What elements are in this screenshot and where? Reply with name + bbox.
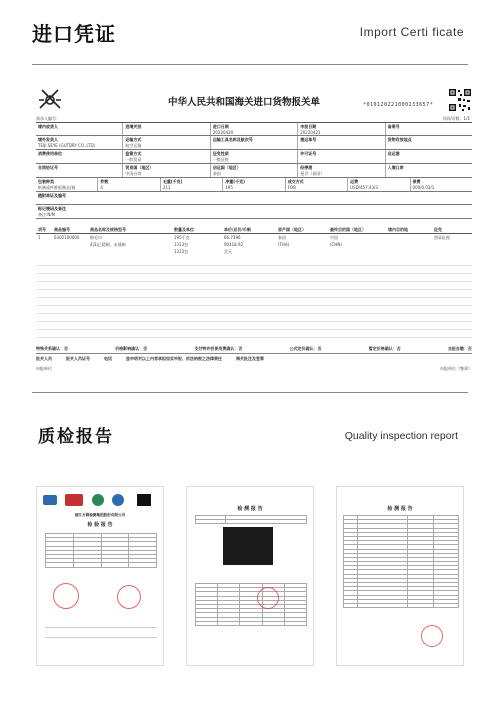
declaring-unit-row [36, 366, 472, 372]
form-cell-value [38, 157, 120, 162]
form-row [36, 136, 472, 150]
confirmation-label: 公式定价确认：否 [289, 346, 322, 351]
form-cell [98, 178, 160, 191]
form-cell-value [300, 157, 382, 162]
quality-title-en: Quality inspection report [344, 430, 458, 442]
declaring-unit-label: 申报单位 [36, 366, 52, 371]
confirmation-row [36, 346, 472, 352]
goods-cell: 商品编号 [54, 226, 70, 232]
goods-cell: 原产国（地区） [278, 226, 306, 232]
form-cell-value [300, 143, 382, 148]
goods-cell [386, 241, 432, 248]
form-cell-value: FOB [287, 184, 296, 190]
form-cell-value: 纸制或纤维板制盒/箱 [38, 184, 76, 190]
goods-cell: 棉毛巾 [90, 234, 102, 240]
form-cell-value: 4 [100, 184, 103, 190]
barcode-text: *010120Z21000233657* [363, 102, 434, 108]
inspection-report-3 [336, 486, 464, 666]
form-cell [298, 150, 385, 163]
form-cell-value: 20220420 [212, 129, 234, 135]
form-cell [211, 136, 298, 149]
report-results-table [195, 583, 307, 626]
report-title: 检 测 报 告 [387, 506, 413, 512]
official-stamp-icon [53, 583, 79, 609]
declaring-unit-stamp-label: 申报单位（签章） [440, 366, 472, 371]
form-cell-value [388, 171, 470, 176]
official-stamp-icon [117, 585, 141, 609]
signature-label: 电话 [104, 356, 112, 361]
sample-image [223, 527, 273, 565]
form-cell-value: 中国台湾 [125, 170, 142, 176]
pre-entry-label: 预录入编号： [36, 116, 60, 121]
form-row [36, 164, 472, 178]
form-cell-value: TEIJI SEYE (GUTBRY CO.,LTD) [38, 142, 96, 148]
official-stamp-icon [421, 625, 443, 647]
form-cell-label: 提运单号 [300, 136, 317, 142]
declaration-grid [36, 122, 472, 219]
form-cell-value [388, 143, 470, 148]
goods-cell [432, 241, 472, 248]
form-cell-value [388, 157, 470, 162]
goods-cell: (CHN) [330, 241, 342, 247]
form-cell-value: 泰国 [212, 170, 221, 176]
report-title: 检 测 报 告 [237, 506, 263, 512]
confirmation-label: 支付特许权使用费确认：否 [194, 346, 243, 351]
customs-emblem-icon [36, 86, 64, 114]
goods-cell [88, 248, 172, 255]
goods-header-row [36, 226, 472, 234]
goods-cell [432, 248, 472, 255]
goods-cell [52, 241, 88, 248]
form-cell-value: 一般贸易 [125, 156, 142, 162]
form-cell [298, 136, 385, 149]
goods-cell [36, 241, 52, 248]
goods-cell: 1313包 [174, 241, 189, 247]
form-cell-value: USD/457.43/3 [350, 184, 378, 190]
divider [32, 392, 468, 393]
import-header [0, 0, 500, 64]
goods-cell: 项号 [38, 226, 46, 232]
form-title: 中华人民共和国海关进口货物报关单 [168, 97, 321, 108]
customs-declaration-form [36, 82, 472, 380]
form-cell-label: 保费 [412, 178, 421, 184]
form-cell-label: 包装种类 [38, 178, 54, 184]
form-row [36, 205, 472, 219]
goods-cell [276, 248, 328, 255]
goods-cell: 数量及单位 [174, 226, 194, 232]
form-cell-label: 贸易国（地区） [125, 164, 154, 170]
form-cell [223, 178, 285, 191]
certification-logos-icon [43, 493, 159, 507]
goods-cell: 最终目的国（地区） [330, 226, 366, 232]
form-cell-label: 入境口岸 [387, 164, 404, 170]
goods-cell: 4|3|已精制，未缝制 [90, 241, 126, 247]
confirmation-label: 特殊关系确认：否 [36, 346, 68, 351]
goods-cell: 1 [38, 234, 41, 240]
form-cell-label: 征免性质 [212, 150, 229, 156]
form-cell [123, 150, 210, 163]
form-row [36, 150, 472, 164]
form-cell-label: 境外发货人 [38, 136, 58, 142]
form-cell [211, 123, 298, 135]
form-cell-label: 许可证号 [300, 150, 317, 156]
form-cell-label: 进境关别 [125, 123, 142, 129]
form-cell-label: 启运港 [387, 150, 400, 156]
form-cell-label: 经停港 [300, 164, 313, 170]
form-cell [211, 164, 298, 177]
form-cell [211, 150, 298, 163]
report-table [45, 533, 157, 568]
goods-table [36, 226, 472, 255]
form-cell [298, 123, 385, 135]
goods-cell: 商品名称及规格型号 [90, 226, 126, 232]
signature-label: 海关批注及签章 [236, 356, 264, 361]
goods-cell: 90418.92 [224, 241, 244, 247]
inspection-report-2 [186, 486, 314, 666]
form-cell-label: 毛重(千克) [162, 178, 183, 184]
confirmation-label: 价格影响确认：否 [115, 346, 148, 351]
form-cell [386, 164, 472, 177]
signature-label: 兹申明对以上内容承担如实申报、依法纳税之法律责任 [126, 356, 222, 361]
report-org: 浙江方圆检测集团股份有限公司 [74, 513, 126, 517]
form-cell-label: 监管方式 [125, 150, 142, 156]
form-cell [36, 164, 123, 177]
form-cell-label: 运输工具名称及航次号 [212, 136, 253, 142]
report-title: 检 验 报 告 [87, 522, 113, 528]
form-cell-label: 启运国（地区） [212, 164, 241, 170]
form-cell-label: 净重(千克) [225, 178, 245, 184]
signature-row [36, 356, 472, 362]
goods-cell: 泰国 [278, 234, 286, 240]
form-cell-label: 运费 [350, 178, 359, 184]
goods-row [36, 248, 472, 255]
divider [32, 64, 468, 65]
goods-cell: 征免 [434, 226, 442, 232]
form-cell-value: 曼谷（泰国） [300, 170, 325, 176]
form-cell-value [125, 130, 207, 135]
goods-cell [328, 248, 386, 255]
goods-cell: (THA) [278, 241, 290, 247]
signature-label: 报关人员证号 [66, 356, 90, 361]
form-cell-value [388, 130, 470, 135]
qr-code-icon [448, 88, 472, 112]
form-cell [123, 164, 210, 177]
goods-cell [386, 234, 432, 241]
form-row [36, 123, 472, 136]
form-cell-value: 211 [162, 184, 171, 190]
form-cell-label: 合同协议号 [38, 164, 58, 170]
goods-row [36, 234, 472, 241]
goods-cell [386, 248, 432, 255]
form-cell [123, 136, 210, 149]
form-cell-value: 备注:N/M [38, 211, 56, 217]
form-cell-label: 备案号 [387, 123, 400, 129]
form-cell [298, 164, 385, 177]
form-cell [386, 136, 472, 149]
goods-cell: 6302100000 [54, 234, 80, 240]
form-cell-value [38, 171, 120, 176]
goods-cell: 1313包 [174, 248, 189, 254]
empty-goods-area [36, 258, 472, 354]
form-row [36, 192, 472, 205]
form-cell-value: 一般征税 [212, 156, 229, 162]
goods-row [36, 241, 472, 248]
form-cell-label: 运输方式 [125, 136, 142, 142]
form-cell-value: 195 [225, 184, 233, 190]
goods-cell: 境内目的地 [388, 226, 408, 232]
goods-cell: 195千克 [174, 234, 190, 240]
goods-cell: 照章征税 [434, 234, 450, 240]
form-row [36, 178, 472, 192]
form-cell [36, 178, 98, 191]
form-cell-value [213, 143, 295, 148]
form-cell [36, 123, 123, 135]
form-cell-label: 件数 [100, 178, 109, 184]
report-info-table [195, 515, 307, 524]
form-cell-label: 消费使用单位 [38, 150, 62, 156]
form-cell [386, 150, 472, 163]
form-cell-label: 货物存放地点 [387, 136, 412, 142]
form-cell-value: 000/0.03/1 [412, 184, 435, 190]
form-cell [36, 150, 123, 163]
goods-cell: 中国 [330, 234, 338, 240]
form-cell [386, 123, 472, 135]
form-cell-value: 20220421 [300, 129, 321, 135]
goods-cell: 美元 [224, 248, 232, 254]
quality-title-zh: 质检报告 [38, 427, 114, 447]
form-cell-label: 申报日期 [300, 123, 317, 129]
form-cell-label: 标记唛码及备注 [38, 205, 66, 211]
official-stamp-icon [257, 587, 279, 609]
form-cell-value: 航空运输 [125, 142, 142, 148]
form-cell-label: 进口日期 [212, 123, 229, 129]
form-cell-label: 成交方式 [287, 178, 304, 184]
import-title-en: Import Certi ficate [359, 25, 464, 39]
form-cell-label: 随附单证及编号 [38, 192, 66, 198]
page-number: 页码/页数：1/1 [442, 116, 470, 121]
goods-cell: 66.7396 [224, 234, 241, 240]
confirmation-label: 暂定价格确认：否 [368, 346, 401, 351]
goods-cell [52, 248, 88, 255]
form-cell [348, 178, 410, 191]
report-results-table [343, 515, 459, 608]
form-cell [36, 136, 123, 149]
confirmation-label: 自报自缴：否 [447, 346, 472, 351]
form-cell-value [38, 130, 120, 135]
form-cell-value [38, 199, 470, 204]
form-cell [123, 123, 210, 135]
form-cell [286, 178, 348, 191]
goods-cell [36, 248, 52, 255]
form-cell-label: 境内收货人 [38, 123, 58, 129]
form-cell [36, 192, 472, 204]
signature-label: 报关人员 [36, 356, 52, 361]
form-cell [36, 205, 472, 218]
form-cell [411, 178, 472, 191]
goods-cell: 单价/总价/币制 [224, 226, 251, 232]
form-cell [161, 178, 223, 191]
inspection-report-1 [36, 486, 164, 666]
import-title-zh: 进口凭证 [32, 21, 116, 46]
